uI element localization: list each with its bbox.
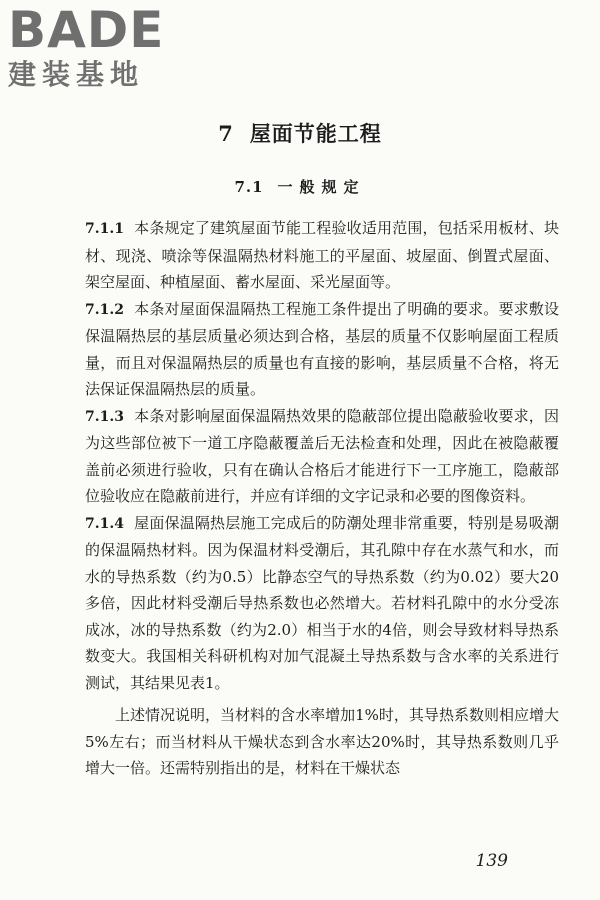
- section-title-text: 一般规定: [277, 178, 366, 196]
- clause-paragraph: [85, 403, 559, 510]
- watermark-logo: [8, 1, 176, 96]
- closing-paragraph: 上述情况说明，当材料的含水率增加1%时，其导热系数则相应增大5%左右；而当材料从干燥状态到含水率达20%时，其导热系数则几乎增大一倍。还需特别指出的是，材料在干燥状态: [85, 706, 559, 777]
- clause-text: 本条规定了建筑屋面节能工程验收适用范围，包括采用板材、块材、现浇、喷涂等保温隔热材料施工的平屋面、坡屋面、倒置式屋面、架空屋面、种植屋面、蓄水屋面、采光屋面等。: [85, 219, 559, 291]
- clause-text: 本条对影响屋面保温隔热效果的隐蔽部位提出隐蔽验收要求，因为这些部位被下一道工序隐蔽覆盖后无法检查和处理，因此在被隐蔽覆盖前必须进行验收，只有在确认合格后才能进行下一工序施工，隐蔽部位验收应在隐蔽前进行，并应有详细的文字记录和必要的图像资料。: [85, 406, 559, 505]
- clause-paragraph: [85, 296, 559, 403]
- chapter-title: [0, 118, 600, 148]
- clause-paragraph: [85, 510, 559, 697]
- section-number: 7.1: [234, 178, 264, 196]
- clause-number: 7.1.3: [85, 408, 124, 425]
- chapter-title-text: 屋面节能工程: [249, 121, 382, 146]
- page-number: 139: [475, 851, 508, 871]
- clause-number: 7.1.2: [85, 301, 124, 318]
- logo-brand: BADE: [8, 1, 165, 59]
- clause-number: 7.1.4: [85, 515, 124, 532]
- clause-text: 本条对屋面保温隔热工程施工条件提出了明确的要求。要求敷设保温隔热层的基层质量必须达到合格，基层的质量不仅影响屋面工程质量，而且对保温隔热层的质量也有直接的影响，基层质量不合格，将无法保证保温隔热层的质量。: [85, 299, 559, 398]
- logo-subtitle: 建装基地: [8, 58, 145, 91]
- clause-text: 屋面保温隔热层施工完成后的防潮处理非常重要，特别是易吸潮的保温隔热材料。因为保温材料受潮后，其孔隙中存在水蒸气和水，而水的导热系数（约为0.5）比静态空气的导热系数（约为0.02）要大20多倍，因此材料受潮后导热系数也必然增大。若材料孔隙中的水分受冻成冰，冰的导热系数（约为2.0）相当于水的4倍，则会导致材料导热系数变大。我国相关科研机构对加气混凝土导热系数与含水率的关系进行测试，其结果见表1。: [85, 513, 559, 692]
- section-title: [0, 176, 600, 197]
- chapter-number: 7: [218, 121, 234, 146]
- clause-number: 7.1.1: [85, 221, 124, 237]
- clause-paragraph: [85, 215, 559, 296]
- body-text: [85, 215, 559, 782]
